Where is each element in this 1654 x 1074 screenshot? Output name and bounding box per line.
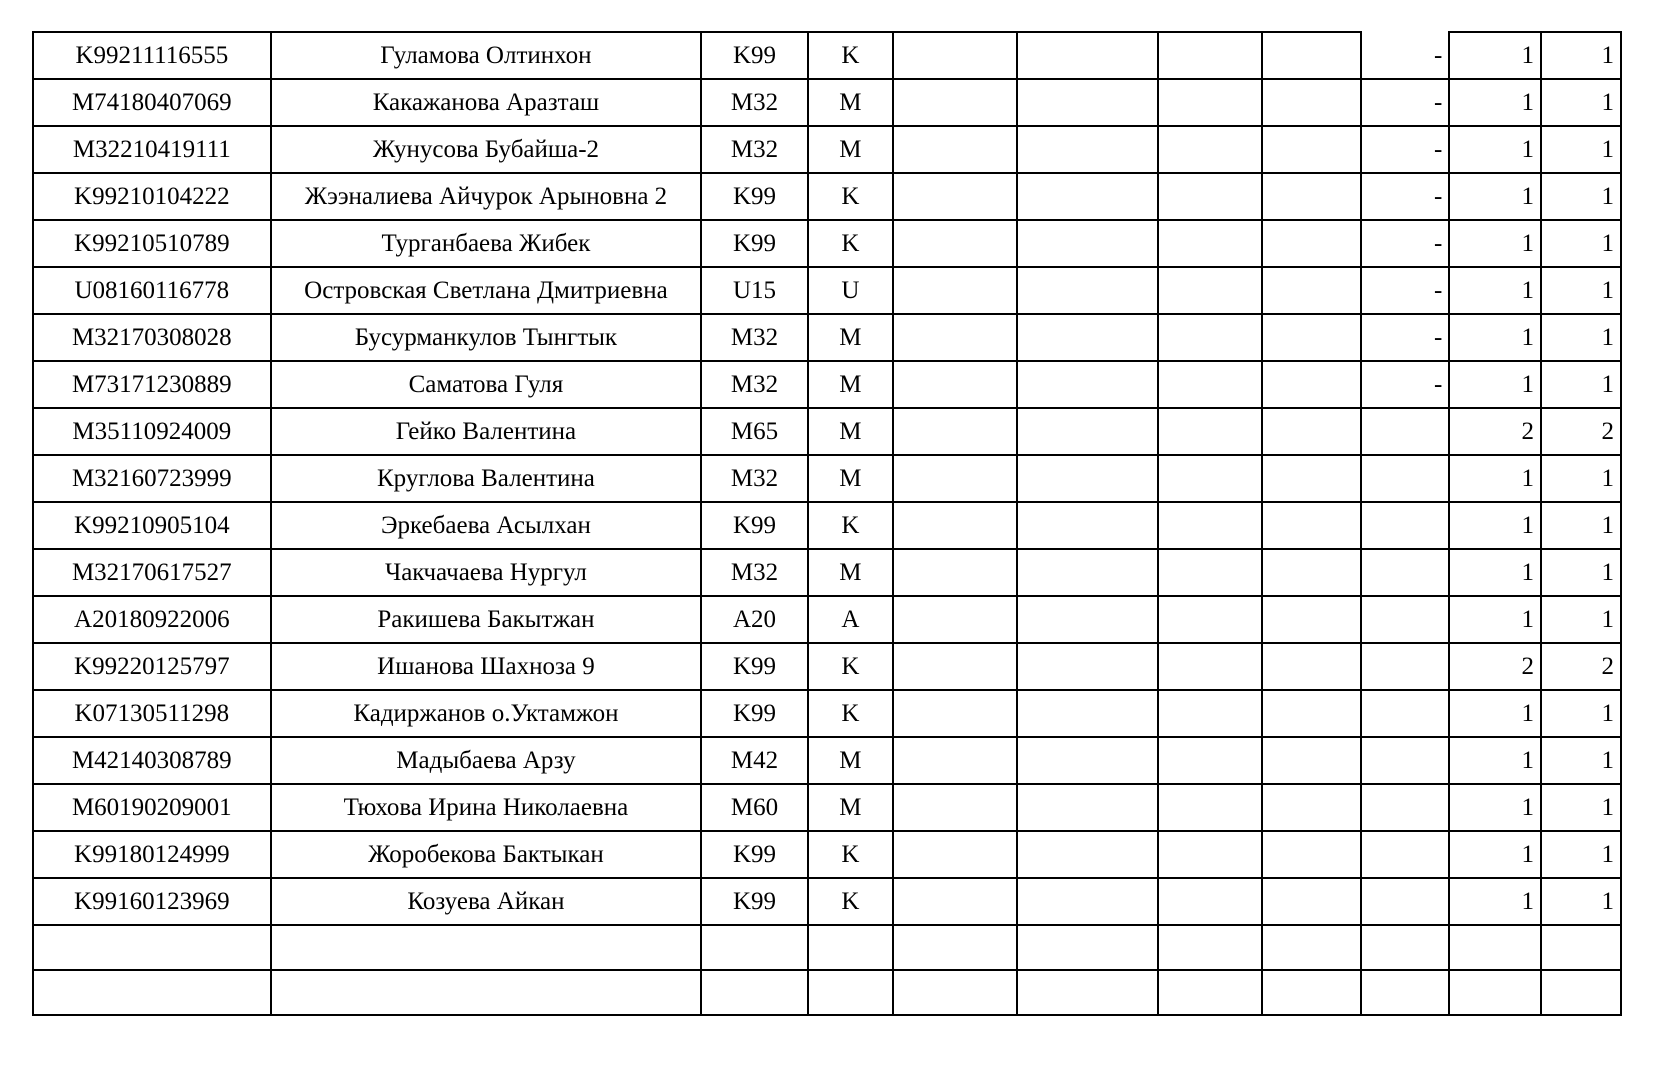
cell-empty — [1017, 502, 1159, 549]
cell-group: M60 — [701, 784, 808, 831]
cell-dash — [1361, 455, 1449, 502]
cell-name: Жээналиева Айчурок Арыновна 2 — [271, 173, 702, 220]
cell-empty — [1262, 126, 1361, 173]
cell-letter: A — [808, 596, 893, 643]
cell-quantity: 1 — [1449, 173, 1541, 220]
cell-empty — [893, 925, 1017, 970]
cell-quantity: 1 — [1449, 220, 1541, 267]
cell-empty — [1262, 408, 1361, 455]
cell-quantity: 1 — [1449, 314, 1541, 361]
cell-empty — [1262, 970, 1361, 1015]
cell-quantity: 1 — [1449, 79, 1541, 126]
cell-empty — [1262, 314, 1361, 361]
cell-total: 1 — [1541, 831, 1621, 878]
cell-empty — [893, 596, 1017, 643]
cell-dash — [1361, 596, 1449, 643]
cell-group: K99 — [701, 690, 808, 737]
cell-empty — [1158, 32, 1261, 79]
cell-letter — [808, 970, 893, 1015]
cell-code: K99211116555 — [33, 32, 271, 79]
cell-empty — [1017, 596, 1159, 643]
cell-code: U08160116778 — [33, 267, 271, 314]
cell-dash: - — [1361, 173, 1449, 220]
cell-group: K99 — [701, 643, 808, 690]
cell-empty — [1017, 126, 1159, 173]
cell-empty — [1158, 970, 1261, 1015]
cell-name: Круглова Валентина — [271, 455, 702, 502]
cell-letter: M — [808, 784, 893, 831]
table-row — [33, 408, 1621, 455]
cell-quantity: 1 — [1449, 455, 1541, 502]
cell-dash: - — [1361, 126, 1449, 173]
table-row — [33, 79, 1621, 126]
cell-letter: M — [808, 314, 893, 361]
cell-name: Тюхова Ирина Николаевна — [271, 784, 702, 831]
registry-table — [32, 31, 1622, 1016]
cell-empty — [893, 737, 1017, 784]
cell-empty — [1158, 690, 1261, 737]
cell-empty — [893, 79, 1017, 126]
cell-dash — [1361, 925, 1449, 970]
table-row — [33, 173, 1621, 220]
cell-empty — [1158, 643, 1261, 690]
cell-empty — [1017, 314, 1159, 361]
cell-empty — [1158, 455, 1261, 502]
cell-empty — [1158, 737, 1261, 784]
cell-name — [271, 925, 702, 970]
cell-quantity: 1 — [1449, 549, 1541, 596]
cell-quantity: 1 — [1449, 502, 1541, 549]
cell-dash — [1361, 408, 1449, 455]
cell-empty — [893, 831, 1017, 878]
cell-letter: M — [808, 79, 893, 126]
cell-code: M35110924009 — [33, 408, 271, 455]
cell-group: M32 — [701, 549, 808, 596]
registry-body — [33, 32, 1621, 1015]
cell-name: Гуламова Олтинхон — [271, 32, 702, 79]
cell-empty — [893, 549, 1017, 596]
cell-code: K99210905104 — [33, 502, 271, 549]
table-row — [33, 970, 1621, 1015]
cell-group: K99 — [701, 173, 808, 220]
cell-letter: K — [808, 220, 893, 267]
cell-empty — [1158, 220, 1261, 267]
cell-code: M32170308028 — [33, 314, 271, 361]
cell-quantity: 1 — [1449, 690, 1541, 737]
cell-quantity: 1 — [1449, 784, 1541, 831]
cell-empty — [1017, 878, 1159, 925]
cell-empty — [1017, 784, 1159, 831]
cell-total: 1 — [1541, 455, 1621, 502]
cell-dash — [1361, 549, 1449, 596]
cell-empty — [1262, 737, 1361, 784]
cell-empty — [893, 643, 1017, 690]
cell-empty — [1017, 173, 1159, 220]
cell-letter: M — [808, 126, 893, 173]
cell-name: Жунусова Бубайша-2 — [271, 126, 702, 173]
cell-group: K99 — [701, 220, 808, 267]
table-row — [33, 361, 1621, 408]
cell-group — [701, 970, 808, 1015]
table-row — [33, 925, 1621, 970]
cell-empty — [1158, 173, 1261, 220]
cell-empty — [1158, 596, 1261, 643]
cell-letter: K — [808, 878, 893, 925]
cell-empty — [1017, 408, 1159, 455]
cell-dash: - — [1361, 314, 1449, 361]
cell-quantity: 1 — [1449, 32, 1541, 79]
cell-empty — [1262, 455, 1361, 502]
cell-code: K99210510789 — [33, 220, 271, 267]
cell-empty — [893, 314, 1017, 361]
cell-code: K99180124999 — [33, 831, 271, 878]
cell-total: 2 — [1541, 643, 1621, 690]
cell-empty — [1158, 314, 1261, 361]
cell-dash — [1361, 737, 1449, 784]
cell-empty — [893, 878, 1017, 925]
cell-name: Жоробекова Бактыкан — [271, 831, 702, 878]
cell-name: Ракишева Бакытжан — [271, 596, 702, 643]
cell-total: 1 — [1541, 361, 1621, 408]
table-row — [33, 502, 1621, 549]
cell-empty — [1017, 220, 1159, 267]
cell-empty — [1017, 549, 1159, 596]
table-row — [33, 32, 1621, 79]
cell-empty — [1158, 784, 1261, 831]
cell-code — [33, 970, 271, 1015]
cell-total: 1 — [1541, 267, 1621, 314]
cell-code: M32160723999 — [33, 455, 271, 502]
cell-total — [1541, 970, 1621, 1015]
cell-code: M74180407069 — [33, 79, 271, 126]
cell-empty — [1017, 831, 1159, 878]
table-row — [33, 831, 1621, 878]
cell-empty — [1158, 549, 1261, 596]
cell-empty — [1158, 126, 1261, 173]
table-row — [33, 784, 1621, 831]
cell-empty — [1017, 643, 1159, 690]
cell-total: 1 — [1541, 220, 1621, 267]
cell-empty — [1262, 361, 1361, 408]
cell-letter — [808, 925, 893, 970]
cell-code: M42140308789 — [33, 737, 271, 784]
cell-name: Кадиржанов о.Уктамжон — [271, 690, 702, 737]
table-row — [33, 878, 1621, 925]
cell-total: 1 — [1541, 173, 1621, 220]
cell-code: M32170617527 — [33, 549, 271, 596]
cell-total — [1541, 925, 1621, 970]
cell-quantity: 2 — [1449, 643, 1541, 690]
cell-total: 1 — [1541, 737, 1621, 784]
cell-letter: M — [808, 361, 893, 408]
cell-empty — [893, 267, 1017, 314]
cell-total: 1 — [1541, 32, 1621, 79]
cell-dash — [1361, 970, 1449, 1015]
cell-letter: M — [808, 408, 893, 455]
cell-empty — [1017, 737, 1159, 784]
cell-empty — [1262, 596, 1361, 643]
cell-empty — [1158, 361, 1261, 408]
cell-empty — [893, 173, 1017, 220]
cell-empty — [1262, 502, 1361, 549]
cell-code: K99220125797 — [33, 643, 271, 690]
cell-empty — [893, 970, 1017, 1015]
cell-total: 2 — [1541, 408, 1621, 455]
cell-code: K99210104222 — [33, 173, 271, 220]
cell-empty — [1262, 267, 1361, 314]
cell-letter: K — [808, 32, 893, 79]
cell-group: K99 — [701, 502, 808, 549]
cell-dash: - — [1361, 32, 1449, 79]
cell-name: Саматова Гуля — [271, 361, 702, 408]
cell-empty — [1262, 173, 1361, 220]
cell-letter: M — [808, 737, 893, 784]
cell-empty — [1262, 690, 1361, 737]
cell-empty — [1158, 408, 1261, 455]
cell-group: M65 — [701, 408, 808, 455]
cell-group: U15 — [701, 267, 808, 314]
cell-letter: U — [808, 267, 893, 314]
table-row — [33, 314, 1621, 361]
cell-dash: - — [1361, 267, 1449, 314]
cell-quantity: 2 — [1449, 408, 1541, 455]
cell-name — [271, 970, 702, 1015]
cell-group: K99 — [701, 831, 808, 878]
cell-code: M32210419111 — [33, 126, 271, 173]
cell-empty — [1017, 690, 1159, 737]
table-row — [33, 267, 1621, 314]
cell-quantity: 1 — [1449, 878, 1541, 925]
cell-empty — [893, 126, 1017, 173]
cell-name: Какажанова Аразташ — [271, 79, 702, 126]
cell-group: M32 — [701, 455, 808, 502]
cell-empty — [1262, 878, 1361, 925]
cell-name: Турганбаева Жибек — [271, 220, 702, 267]
cell-group: K99 — [701, 878, 808, 925]
table-row — [33, 737, 1621, 784]
cell-empty — [1262, 549, 1361, 596]
cell-total: 1 — [1541, 784, 1621, 831]
cell-empty — [1017, 267, 1159, 314]
cell-empty — [1158, 502, 1261, 549]
cell-dash — [1361, 878, 1449, 925]
cell-empty — [893, 784, 1017, 831]
cell-total: 1 — [1541, 596, 1621, 643]
cell-code: M73171230889 — [33, 361, 271, 408]
cell-code — [33, 925, 271, 970]
cell-group: M32 — [701, 126, 808, 173]
cell-empty — [1158, 79, 1261, 126]
table-row — [33, 643, 1621, 690]
cell-code: K07130511298 — [33, 690, 271, 737]
cell-empty — [1262, 220, 1361, 267]
cell-letter: M — [808, 455, 893, 502]
cell-group — [701, 925, 808, 970]
registry-sheet — [32, 31, 1622, 1016]
cell-empty — [1158, 267, 1261, 314]
table-row — [33, 596, 1621, 643]
cell-name: Эркебаева Асылхан — [271, 502, 702, 549]
cell-name: Мадыбаева Арзу — [271, 737, 702, 784]
cell-empty — [893, 455, 1017, 502]
cell-empty — [1017, 925, 1159, 970]
cell-empty — [893, 408, 1017, 455]
cell-quantity: 1 — [1449, 596, 1541, 643]
table-row — [33, 549, 1621, 596]
cell-total: 1 — [1541, 502, 1621, 549]
cell-total: 1 — [1541, 878, 1621, 925]
cell-group: M32 — [701, 314, 808, 361]
cell-dash — [1361, 643, 1449, 690]
cell-empty — [1017, 361, 1159, 408]
cell-letter: K — [808, 690, 893, 737]
cell-dash: - — [1361, 220, 1449, 267]
cell-empty — [1262, 784, 1361, 831]
cell-dash — [1361, 831, 1449, 878]
cell-dash — [1361, 690, 1449, 737]
cell-total: 1 — [1541, 690, 1621, 737]
cell-dash: - — [1361, 361, 1449, 408]
cell-letter: M — [808, 549, 893, 596]
cell-name: Гейко Валентина — [271, 408, 702, 455]
cell-group: M32 — [701, 361, 808, 408]
cell-quantity: 1 — [1449, 831, 1541, 878]
cell-letter: K — [808, 502, 893, 549]
cell-quantity: 1 — [1449, 267, 1541, 314]
cell-empty — [893, 690, 1017, 737]
cell-empty — [1158, 925, 1261, 970]
cell-empty — [1158, 878, 1261, 925]
cell-name: Бусурманкулов Тынгтык — [271, 314, 702, 361]
cell-letter: K — [808, 173, 893, 220]
cell-quantity — [1449, 925, 1541, 970]
cell-total: 1 — [1541, 79, 1621, 126]
cell-name: Козуева Айкан — [271, 878, 702, 925]
table-row — [33, 126, 1621, 173]
cell-empty — [1262, 831, 1361, 878]
cell-code: K99160123969 — [33, 878, 271, 925]
cell-empty — [1262, 79, 1361, 126]
cell-name: Островская Светлана Дмитриевна — [271, 267, 702, 314]
cell-empty — [893, 32, 1017, 79]
cell-total: 1 — [1541, 126, 1621, 173]
cell-empty — [1017, 455, 1159, 502]
cell-group: K99 — [701, 32, 808, 79]
cell-empty — [1262, 32, 1361, 79]
cell-quantity: 1 — [1449, 126, 1541, 173]
cell-empty — [893, 502, 1017, 549]
cell-quantity — [1449, 970, 1541, 1015]
cell-code: A20180922006 — [33, 596, 271, 643]
cell-total: 1 — [1541, 314, 1621, 361]
cell-dash — [1361, 502, 1449, 549]
table-row — [33, 455, 1621, 502]
cell-empty — [1262, 925, 1361, 970]
cell-dash — [1361, 784, 1449, 831]
cell-dash: - — [1361, 79, 1449, 126]
cell-letter: K — [808, 831, 893, 878]
cell-letter: K — [808, 643, 893, 690]
cell-empty — [1017, 79, 1159, 126]
cell-quantity: 1 — [1449, 737, 1541, 784]
cell-group: M42 — [701, 737, 808, 784]
table-row — [33, 690, 1621, 737]
cell-empty — [1017, 970, 1159, 1015]
table-row — [33, 220, 1621, 267]
cell-empty — [1158, 831, 1261, 878]
cell-empty — [893, 361, 1017, 408]
cell-quantity: 1 — [1449, 361, 1541, 408]
cell-group: A20 — [701, 596, 808, 643]
cell-empty — [1017, 32, 1159, 79]
cell-name: Ишанова Шахноза 9 — [271, 643, 702, 690]
cell-empty — [1262, 643, 1361, 690]
cell-code: M60190209001 — [33, 784, 271, 831]
cell-name: Чакчачаева Нургул — [271, 549, 702, 596]
cell-total: 1 — [1541, 549, 1621, 596]
cell-empty — [893, 220, 1017, 267]
cell-group: M32 — [701, 79, 808, 126]
